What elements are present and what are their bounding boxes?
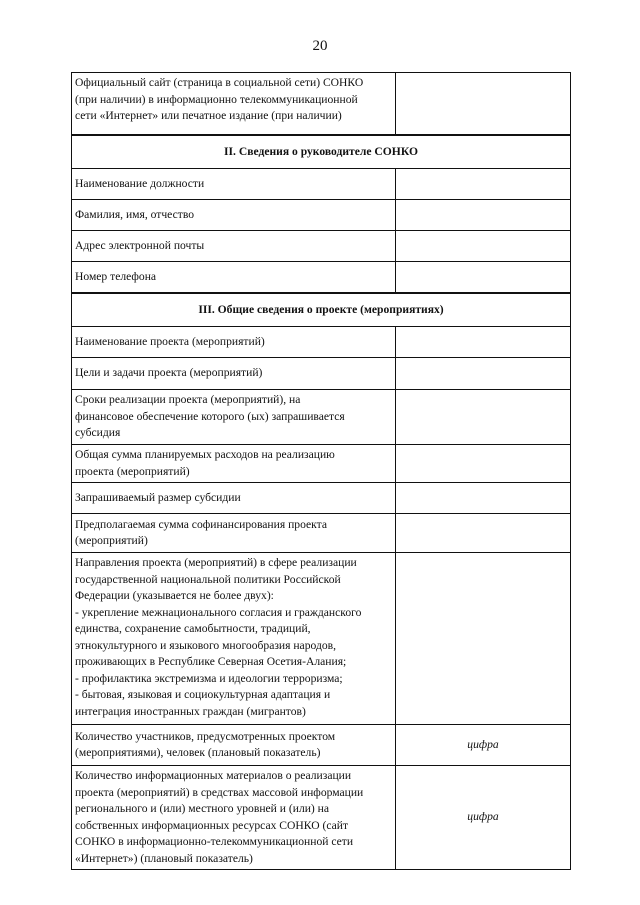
label-line: регионального и (или) местного уровней и (или) на bbox=[75, 802, 330, 815]
label-line: - бытовая, языковая и социокультурная адаптация и bbox=[75, 688, 331, 701]
label-line: Количество информационных материалов о реализации bbox=[75, 769, 352, 782]
field-value[interactable] bbox=[396, 231, 571, 262]
section-title: III. Общие сведения о проекте (мероприятиях) bbox=[72, 293, 571, 327]
label-line: «Интернет») (плановый показатель) bbox=[75, 851, 253, 865]
label-line: Направления проекта (мероприятий) в сфере реализации bbox=[75, 556, 357, 569]
label-line: Количество участников, предусмотренных проектом bbox=[75, 729, 336, 743]
label-line: Наименование проекта (мероприятий) bbox=[75, 334, 265, 348]
label-line: Сроки реализации проекта (мероприятий), на bbox=[75, 393, 301, 406]
form-row bbox=[72, 553, 571, 725]
field-label bbox=[72, 483, 396, 514]
field-value[interactable] bbox=[396, 514, 571, 553]
form-row bbox=[72, 327, 571, 358]
label-line: СОНКО в информационно-телекоммуникационной сети bbox=[75, 835, 354, 848]
label-line: Запрашиваемый размер субсидии bbox=[75, 490, 241, 504]
form-row bbox=[72, 445, 571, 483]
label-line: Цели и задачи проекта (мероприятий) bbox=[75, 366, 263, 380]
label-line: проекта (мероприятий) в средствах массовой информации bbox=[75, 785, 364, 799]
page-number: 20 bbox=[312, 38, 328, 54]
field-label bbox=[72, 169, 396, 200]
label-line: государственной национальной политики Российской bbox=[75, 572, 341, 586]
label-line: (мероприятий) bbox=[75, 534, 148, 547]
form-row bbox=[72, 358, 571, 390]
label-line: собственных информационных ресурсах СОНКО (сайт bbox=[75, 818, 349, 832]
field-label bbox=[72, 766, 396, 870]
label-line: сети «Интернет» или печатное издание (при наличии) bbox=[75, 109, 342, 122]
field-label bbox=[72, 73, 396, 135]
field-label bbox=[72, 553, 396, 725]
field-label bbox=[72, 358, 396, 390]
field-value[interactable] bbox=[396, 483, 571, 514]
label-line: Адрес электронной почты bbox=[75, 238, 205, 252]
label-line: проживающих в Республике Северная Осетия-Алания; bbox=[75, 655, 347, 668]
field-label bbox=[72, 514, 396, 553]
form-row bbox=[72, 725, 571, 766]
field-value[interactable] bbox=[396, 262, 571, 293]
label-line: Номер телефона bbox=[75, 269, 157, 283]
field-label bbox=[72, 725, 396, 766]
label-line: проекта (мероприятий) bbox=[75, 464, 190, 478]
label-line: - профилактика экстремизма и идеологии терроризма; bbox=[75, 671, 343, 685]
field-value[interactable] bbox=[396, 445, 571, 483]
field-label bbox=[72, 200, 396, 231]
label-line: Наименование должности bbox=[75, 176, 205, 190]
field-value[interactable] bbox=[396, 200, 571, 231]
field-value[interactable]: цифра bbox=[396, 766, 571, 870]
label-line: Официальный сайт (страница в социальной сети) СОНКО bbox=[75, 76, 364, 89]
field-value[interactable]: цифра bbox=[396, 725, 571, 766]
label-line: единства, сохранение самобытности, традиций, bbox=[75, 622, 311, 635]
field-value[interactable] bbox=[396, 390, 571, 445]
form-row bbox=[72, 514, 571, 553]
label-line: финансовое обеспечение которого (ых) запрашивается bbox=[75, 409, 345, 423]
section-header-row bbox=[72, 135, 571, 169]
form-row bbox=[72, 73, 571, 135]
label-line: Общая сумма планируемых расходов на реализацию bbox=[75, 448, 335, 461]
label-line: (мероприятиями), человек (плановый показатель) bbox=[75, 746, 321, 759]
form-row bbox=[72, 262, 571, 293]
label-line: субсидия bbox=[75, 426, 121, 439]
label-line: - укрепление межнационального согласия и гражданского bbox=[75, 605, 362, 619]
section-header-row bbox=[72, 293, 571, 327]
field-value[interactable] bbox=[396, 327, 571, 358]
field-label bbox=[72, 327, 396, 358]
field-label bbox=[72, 445, 396, 483]
field-label bbox=[72, 390, 396, 445]
application-form-table bbox=[71, 72, 571, 870]
field-value[interactable] bbox=[396, 358, 571, 390]
field-value[interactable] bbox=[396, 553, 571, 725]
section-title: II. Сведения о руководителе СОНКО bbox=[72, 135, 571, 169]
form-row bbox=[72, 390, 571, 445]
form-row bbox=[72, 200, 571, 231]
field-label bbox=[72, 231, 396, 262]
form-row bbox=[72, 231, 571, 262]
label-line: Предполагаемая сумма софинансирования проекта bbox=[75, 517, 327, 531]
label-line: Федерации (указывается не более двух): bbox=[75, 589, 274, 602]
label-line: интеграция иностранных граждан (мигрантов) bbox=[75, 704, 306, 718]
field-value[interactable] bbox=[396, 73, 571, 135]
form-row bbox=[72, 483, 571, 514]
field-label bbox=[72, 262, 396, 293]
label-line: (при наличии) в информационно телекоммуникационной bbox=[75, 92, 358, 106]
form-row bbox=[72, 169, 571, 200]
label-line: этнокультурного и языкового многообразия народов, bbox=[75, 638, 337, 652]
form-row bbox=[72, 766, 571, 870]
label-line: Фамилия, имя, отчество bbox=[75, 207, 195, 221]
field-value[interactable] bbox=[396, 169, 571, 200]
